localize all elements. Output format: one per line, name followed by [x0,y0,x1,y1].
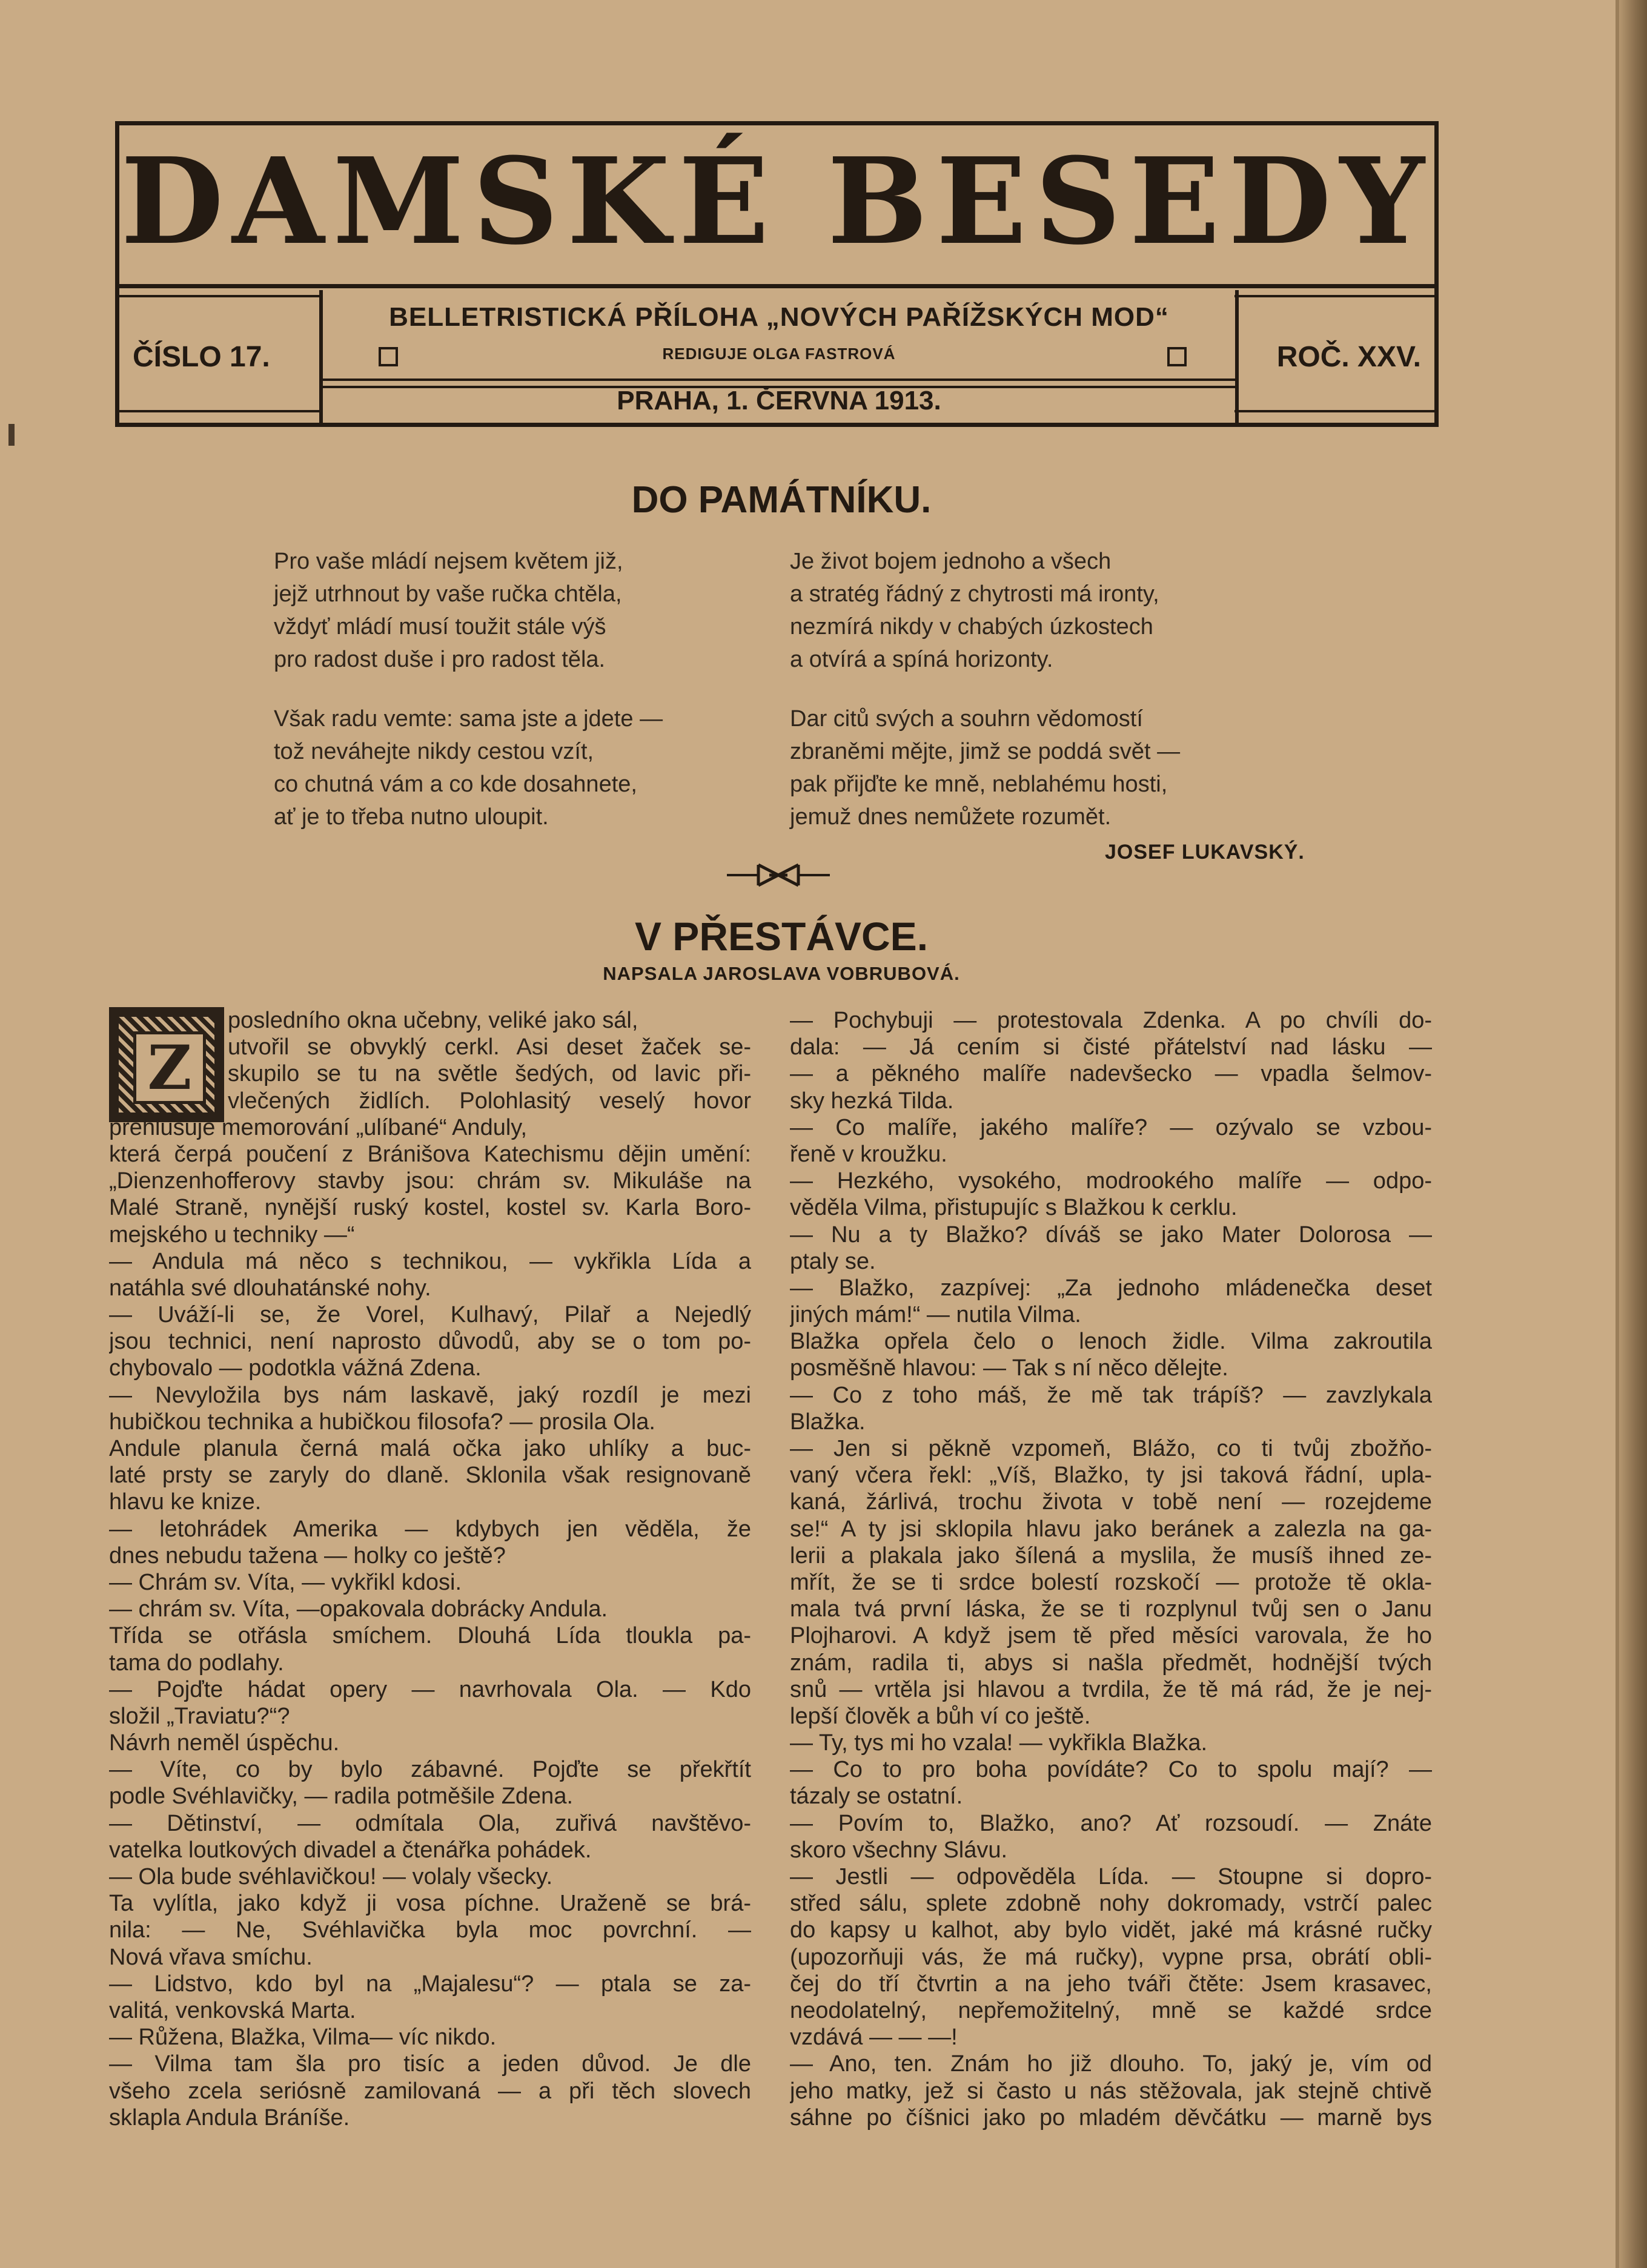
text-line: natáhla své dlouhatánské nohy. [109,1275,431,1301]
masthead-rule [1234,410,1434,412]
story-byline: NAPSALA JAROSLAVA VOBRUBOVÁ. [603,963,960,984]
poem-title: DO PAMÁTNÍKU. [631,479,932,521]
text-line: podle Svéhlavičky, — radila potměšile Zdena. [109,1784,574,1810]
text-line: jeho matky, jež si často u nás stěžovala, jak stejně chtivě [790,2078,1432,2104]
text-line: — letohrádek Amerika — kdybych jen věděla, že [109,1516,751,1542]
text-line: — Povím to, Blažko, ano? Ať rozsoudí. — Znáte [790,1810,1432,1836]
masthead [115,121,1439,427]
text-line: — Vilma tam šla pro tisíc a jeden důvod. Je dle [109,2051,751,2077]
masthead-subtitle: BELLETRISTICKÁ PŘÍLOHA „NOVÝCH PAŘÍŽSKÝCH MOD“ [389,302,1169,332]
text-line: čej do tří čtvrtin a na jeho tváři čtěte: Jsem krasavec, [790,1971,1432,1997]
text-line: Třída se otřásla smíchem. Dlouhá Lída tloukla pa- [109,1623,751,1649]
text-line: — Hezkého, vysokého, modrookého malíře — odpo- [790,1168,1432,1194]
text-line: lepší člověk a bůh ví co ještě. [790,1703,1091,1729]
text-line: Nová vřava smíchu. [109,1944,313,1970]
text-line: Návrh neměl úspěchu. [109,1730,340,1756]
text-line: přehlušuje memorování „ulíbané“ Anduly, [109,1114,528,1140]
square-ornament-icon [1167,347,1187,366]
text-line: mala tvá první láska, že se ti rozplynul tvůj sen o Janu [790,1596,1432,1622]
text-line: tama do podlahy. [109,1650,284,1676]
text-line: — Ola bude svéhlavičkou! — volaly všecky. [109,1864,553,1889]
poem-line: pak přijďte ke mně, neblahému hosti, [790,772,1168,797]
poem-line: jejž utrhnout by vaše ručka chtěla, [274,581,622,607]
text-line: jsou technici, není naprosto důvodů, aby se o tom po- [109,1329,751,1355]
text-line: kaná, žárlivá, trochu života v tobě není — rozejdeme [790,1489,1432,1515]
text-line: — chrám sv. Víta, —opakovala dobrácky Andula. [109,1596,608,1622]
masthead-editor: REDIGUJE OLGA FASTROVÁ [662,345,896,363]
text-line: znám, radila ti, abys si našla předmět, hodnější tvých [790,1650,1432,1676]
poem-line: Pro vaše mládí nejsem květem již, [274,549,623,574]
text-line: — Blažko, zazpívej: „Za jednoho mládenečka deset [790,1275,1432,1301]
square-ornament-icon [379,347,398,366]
text-line: vlečených židlích. Polohlasitý veselý hovor [228,1088,751,1114]
poem-line: vždyť mládí musí toužit stále výš [274,614,606,640]
text-line: — Pochybuji — protestovala Zdenka. A po chvíli do- [790,1008,1432,1033]
text-line: utvořil se obvyklý cerkl. Asi deset žaček se- [228,1034,751,1060]
text-line: — Lidstvo, kdo byl na „Majalesu“? — ptala se za- [109,1971,751,1997]
text-line: jiných mám!“ — nutila Vilma. [790,1302,1081,1328]
text-line: do kapsy u kalhot, aby bylo vidět, jaké má krásné ručky [790,1917,1432,1943]
volume-number: ROČ. XXV. [1276,341,1421,373]
text-line: tázaly se ostatní. [790,1784,963,1810]
text-line: Blažka opřela čelo o lenoch židle. Vilma zakroutila [790,1329,1432,1355]
text-line: nila: — Ne, Svéhlavička byla moc povrchní. — [109,1917,751,1943]
text-line: — Nevyložila bys nám laskavě, jaký rozdíl je mezi [109,1382,751,1408]
text-line: lerii a plakala jako šílená a myslila, že musíš ihned ze- [790,1542,1432,1569]
text-line: sklapla Andula Bráníše. [109,2104,350,2131]
poem-author: JOSEF LUKAVSKÝ. [1105,841,1305,864]
text-line: sáhne po číšnici jako po mladém děvčátku — marně bys [790,2104,1432,2131]
text-line: — Chrám sv. Víta, — vykřikl kdosi. [109,1569,462,1595]
text-line: sky hezká Tilda. [790,1088,954,1114]
text-line: která čerpá poučení z Bránišova Katechismu dějin umění: [109,1141,751,1167]
text-line: mejského u techniky —“ [109,1222,355,1248]
story-title: V PŘESTÁVCE. [634,914,929,959]
text-line: skoro všechny Slávu. [790,1837,1008,1863]
page-edge [1618,0,1647,2268]
text-line: — Víte, co by bylo zábavné. Pojďte se překřtít [109,1757,751,1783]
text-line: hubičkou technika a hubičkou filosofa? — prosila Ola. [109,1409,655,1435]
text-line: věděla Vilma, přistupujíc s Blažkou k cerklu. [790,1195,1238,1221]
masthead-rule [323,379,1235,381]
text-line: — Uváží-li se, že Vorel, Kulhavý, Pilař a Nejedlý [109,1302,751,1328]
text-line: — Ano, ten. Znám ho již dlouho. To, jaký je, vím od [790,2051,1432,2077]
text-line: složil „Traviatu?“? [109,1703,290,1729]
text-line: — Dětinství, — odmítala Ola, zuřivá navštěvo- [109,1810,751,1836]
text-line: laté prsty se zaryly do dlaně. Sklonila však resignovaně [109,1463,751,1489]
text-line: vatelka loutkových divadel a čtenářka pohádek. [109,1837,592,1863]
text-line: Ta vylítla, jako když ji vosa píchne. Uraženě se brá- [109,1891,751,1917]
text-line: valitá, venkovská Marta. [109,1997,356,2023]
text-line: dala: — Já cením si čisté přátelství nad lásku — [790,1034,1432,1060]
issue-number: ČÍSLO 17. [133,341,270,373]
poem-line: pro radost duše i pro radost těla. [274,647,606,672]
poem-left-column [274,545,663,833]
text-line: snů — vrtěla jsi hlavou a tvrdila, že tě má rád, že je nej- [790,1676,1432,1702]
poem-line: co chutná vám a co kde dosahnete, [274,772,637,797]
text-line: posměšně hlavou: — Tak s ní něco dělejte. [790,1355,1228,1381]
text-line: střed sálu, splete zdobně nohy dokromady, vstrčí palec [790,1891,1432,1917]
margin-mark [8,424,15,446]
text-line: — Co to pro boha povídáte? Co to spolu mají? — [790,1757,1432,1783]
text-line: všeho zcela seriósně zamilovaná — a při těch slovech [109,2078,751,2104]
masthead-rule [119,284,1434,288]
text-line: hlavu ke knize. [109,1489,262,1515]
page-edge-line [1616,0,1619,2268]
text-line: — Jen si pěkně vzpomeň, Blážo, co ti tvůj zbožňo- [790,1436,1432,1461]
masthead-date: PRAHA, 1. ČERVNA 1913. [617,386,941,415]
poem-line: jemuž dnes nemůžete rozumět. [790,804,1112,830]
text-line: (upozorňuji vás, že má ručky), vypne prsa, obrátí obli- [790,1944,1432,1970]
text-line: Andule planula černá malá očka jako uhlíky a buc- [109,1436,751,1461]
dropcap-letter: Z [133,1031,206,1104]
masthead-rule [119,410,319,412]
text-line: Malé Straně, nynější ruský kostel, kostel sv. Karla Boro- [109,1195,751,1221]
masthead-rule [1234,295,1434,297]
masthead-title: DAMSKÉ BESEDY [121,132,1433,271]
poem-line: a otvírá a spíná horizonty. [790,647,1053,672]
text-line: posledního okna učebny, veliké jako sál, [228,1008,638,1033]
text-line: — Růžena, Blažka, Vilma— víc nikdo. [109,2025,497,2051]
text-line: — Co z toho máš, že mě tak trápíš? — zavzlykala [790,1382,1432,1408]
story-right-column [790,1007,1432,2131]
masthead-divider [1235,290,1239,423]
text-line: — Andula má něco s technikou, — vykřikla Lída a [109,1248,751,1274]
text-line: dnes nebudu tažena — holky co ještě? [109,1542,506,1569]
poem-line: a stratég řádný z chytrosti má ironty, [790,581,1159,607]
poem-line: zbraněmi mějte, jimž se poddá svět — [790,739,1181,764]
poem-line: nezmírá nikdy v chabých úzkostech [790,614,1153,640]
text-line: — Jestli — odpověděla Lída. — Stoupne si dopro- [790,1864,1432,1889]
text-line: vzdává — — —! [790,2025,958,2051]
text-line: — Co malíře, jakého malíře? — ozývalo se vzbou- [790,1114,1432,1140]
text-line: neodolatelný, nepřemožitelný, mně se každé srdce [790,1997,1432,2023]
story-left-column [109,1007,751,2131]
text-line: skupilo se tu na světle šedých, od lavic při- [228,1061,751,1087]
text-line: — Ty, tys mi ho vzala! — vykřikla Blažka. [790,1730,1208,1756]
poem-line: Však radu vemte: sama jste a jdete — [274,706,663,732]
poem-line: Dar citů svých a souhrn vědomostí [790,706,1143,732]
text-line: chybovalo — podotkla vážná Zdena. [109,1355,482,1381]
poem-line: tož neváhejte nikdy cestou vzít, [274,739,594,764]
poem-right-column [790,545,1180,833]
text-line: Blažka. [790,1409,866,1435]
text-line: Plojharovi. A když jsem tě před měsíci varovala, že ho [790,1623,1432,1649]
masthead-rule [119,295,319,297]
text-line: — Nu a ty Blažko? díváš se jako Mater Dolorosa — [790,1222,1432,1248]
text-line: řeně v kroužku. [790,1141,947,1167]
text-line: vaný včera řekl: „Víš, Blažko, ty jsi taková řádní, upla- [790,1463,1432,1489]
text-line: mřít, že se ti srdce bolestí rozskočí — protože tě okla- [790,1569,1432,1595]
text-line: ptaly se. [790,1248,876,1274]
text-line: se!“ A ty jsi sklopila hlavu jako beránek a zalezla na ga- [790,1516,1432,1542]
poem-line: ať je to třeba nutno uloupit. [274,804,549,830]
poem-line: Je život bojem jednoho a všech [790,549,1112,574]
text-line: „Dienzenhofferovy stavby jsou: chrám sv. Mikuláše na [109,1168,751,1194]
text-line: — Pojďte hádat opery — navrhovala Ola. — Kdo [109,1676,751,1702]
text-line: — a pěkného malíře nadevšecko — vpadla šelmov- [790,1061,1432,1087]
section-divider-ornament-icon [727,860,830,890]
